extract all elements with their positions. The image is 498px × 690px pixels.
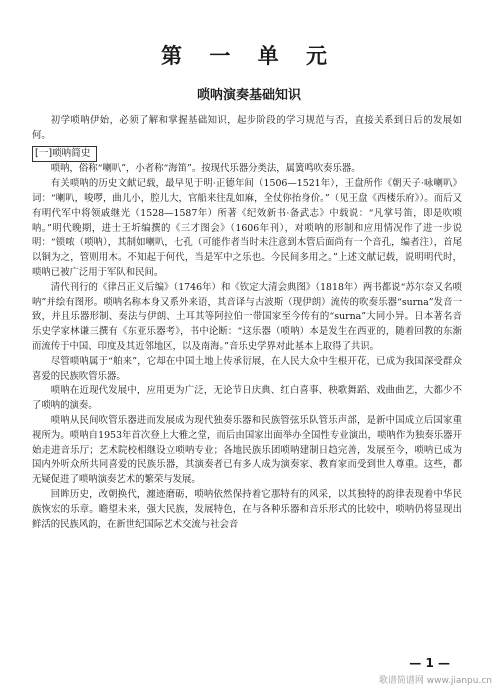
- paragraph: 回眸历史，改朝换代，瀍迹磨砺，唢呐依然保持着它那特有的风采，以其独特的韵律表现着中华民族恢宏的乐章。瞻望未来，强大民族，发展特色，在与各种乐器和音乐形式的比较中，唢呐仍将显现出鲜活的民族风韵，在新世纪国际艺术交流与社会音: [32, 488, 462, 530]
- paragraph: 唢呐，俗称“喇叭”，小者称“海笛”。按现代乐器分类法，属簧鸣吹奏乐器。: [50, 163, 361, 175]
- paragraph: 唢呐从民间吹管乐器进而发展成为现代独奏乐器和民族管弦乐队管乐声部，是新中国成立后国家重视所为。唢呐自1953年首次登上大雅之堂，而后由国家出面举办全国性专业演出，唢呐作为独奏乐器开始走进音乐厅；艺术院校相继设立唢呐专业；各地民族乐团唢呐建制日趋完善，发展至今，唢呐已成为国内外听众所共同喜爱的民族乐器，其演奏者已有多人成为演奏家、教育家而受到世人尊重。这些，都无疑促进了唢呐演奏艺术的繁荣与发展。: [32, 414, 462, 486]
- paragraph: 唢呐在近现代发展中，应用更为广泛，无论节日庆典、红白喜事、秧歌舞蹈、戏曲曲艺，大都少不了唢呐的演奏。: [32, 385, 462, 412]
- watermark: 歌谱简谱网 www.jianpu.cn: [378, 676, 492, 686]
- body-text: [32, 114, 462, 532]
- page-number: — 1 —: [409, 656, 450, 670]
- unit-title: 第 一 单 元: [161, 44, 337, 68]
- chapter-subtitle: 唢呐演奏基础知识: [196, 88, 301, 103]
- paragraph: 有关唢呐的历史文献记载，最早见于明·正德年间（1506—1521年），王盘所作《朝天子·咏喇叭》词：“喇叭，唆啰，曲儿小，腔儿大，官船来往乱如麻，全仗你抬身价。”（见王盘《西楼乐府》）。而后又有明代军中将领戚继光（1528—1587年）所著《纪效新书·备武志》中载说：“凡掌号笛，即是吹唢呐。”明代晚期，进士王圻编撰的《三才图会》（1606年刊），对唢呐的形制和应用情况作了进一步说明：“锁哝（唢呐），其制如喇叭，七孔（可能作者当时未注意到木管后面尚有一个音孔，编者注），首尾以铜为之，管则用木。不知起于何代，当是军中之乐也。今民间多用之。”上述文献记载，说明明代时，唢呐已被广泛用于军队和民间。: [32, 178, 462, 278]
- intro-paragraph: 初学唢呐伊始，必须了解和掌握基础知识，起步阶段的学习规范与否，直接关系到日后的发展如何。: [32, 115, 462, 141]
- section-heading-row: [32, 146, 462, 163]
- paragraph: 尽管唢呐属于“舶来”，它却在中国土地上传承衍展，在人民大众中生根开花，已成为我国深受群众喜爱的民族吹管乐器。: [32, 355, 462, 382]
- section-heading: [一]唢呐简史: [32, 146, 97, 163]
- paragraph: 清代刊行的《律吕正义后编》（1746年）和《钦定大清会典图》（1818年）两书都说“苏尔奈又名唢呐”并绘有图形。唢呐名称本身又系外来语，其音译与古波斯（现伊朗）流传的吹奏乐器“surna”发音一致，并且乐器形制、奏法与伊朗、土耳其等阿拉伯一带国家至今传有的“surna”大同小异。日本著名音乐史学家林谦三撰有《东亚乐器考》，书中论断：“这乐器（唢呐）本是发生在西亚的，随着回教的东渐而流传于中国、印度及其近邻地区，以及南海。”音乐史学界对此基本上取得了共识。: [32, 281, 462, 352]
